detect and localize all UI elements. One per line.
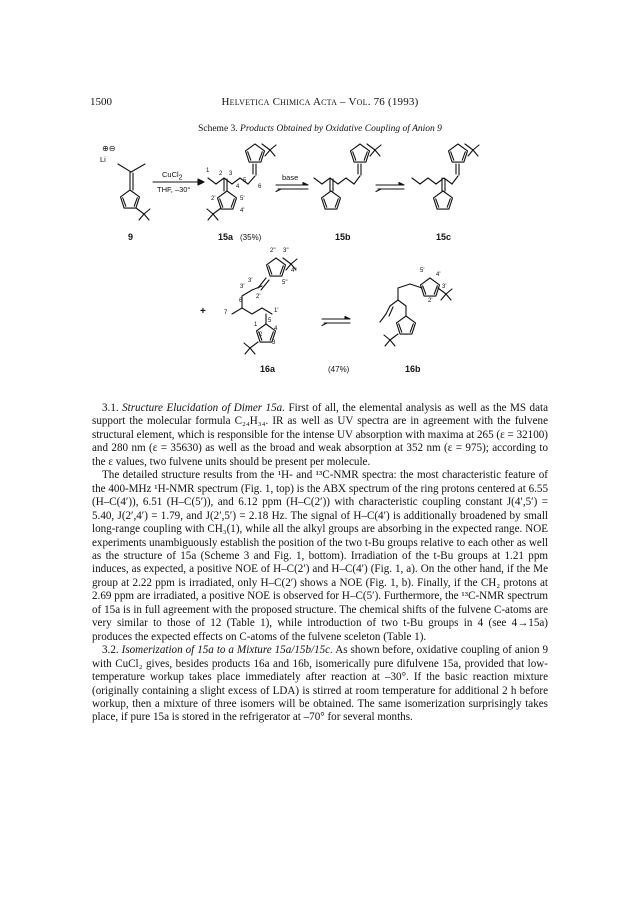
compound-label-16a: 16a [260, 364, 276, 374]
locant: 2' [428, 298, 433, 304]
locant: 3 [229, 171, 233, 177]
locant: 3' [248, 278, 253, 284]
section-title: Isomerization of 15a to a Mixture 15a/15b/15c. [121, 644, 333, 657]
compound-label-15b: 15b [335, 232, 351, 242]
paragraph-text: First of all, the elemental analysis as well as the MS data support the molecular formula C₂₄H₃₄. IR as well as UV spectra are in agreement with the fulvene structural element, which is responsible for the intense UV absorption with maxima at 265 (ε = 32100) and 280 nm (ε = 35630) as well as the broad and weak absorption at 352 nm (ε = 975); according to the ε values, two fulvene units should be present per molecule. [92, 402, 549, 468]
compound-label-9: 9 [128, 232, 134, 242]
locant: 7 [224, 310, 228, 316]
locant: 1 [206, 168, 210, 174]
running-title: Helvetica Chimica Acta – Vol. 76 (1993) [221, 96, 419, 108]
locant: 6 [258, 184, 262, 190]
structure-16a [232, 258, 297, 354]
locant: 4 [236, 184, 240, 190]
locant: 5 [268, 318, 272, 324]
locant: 4' [436, 272, 441, 278]
locant: 2 [259, 332, 263, 338]
paragraph-text: The detailed structure results from the ¹H- and ¹³C-NMR spectra: the most characteristic feature of the 400-MHz ¹H-NMR spectrum (Fig. 1, top) is the ABX spectrum of the ring protons centered at 6.55 (H–C(4′)), 6.51 (H–C(5′)), and 6.12 ppm (H–C(2′)) with characteristic coupling constant J(4′,5′) = 5.40, J(2′,4′) = 1.79, and J(2′,5′) = 2.18 Hz. The signal of H–C(4′) is additionally broadened by small long-range coupling with CH₃(1), while all the alkyl groups are absorbing in the expected range. NOE experiments unambiguously establish the position of the two t-Bu groups relative to each other as well as the structure of 15a (Scheme 3 and Fig. 1, bottom). Irradiation of the t-Bu groups at 1.21 ppm induces, as expected, a positive NOE of H–C(2′) and H–C(4′) (Fig. 1, a). On the other hand, if the Me group at 2.22 ppm is irradiated, only H–C(2′) shows a NOE (Fig. 1, b). Finally, if the CH₂ protons at 2.69 ppm are irradiated, a positive NOE is observed for H–C(5′). Furthermore, the ¹³C-NMR spectrum of 15a is in full agreement with the proposed structure. The chemical shifts of the fulvene C-atoms are very similar to those of 12 (Table 1), while introduction of two t-Bu groups in 4 (see 4→15a) produces the expected effects on C-atoms of the fulvene sceleton (Table 1). [92, 469, 548, 643]
structure-15b [314, 144, 381, 209]
yield-15a: (35%) [240, 233, 262, 242]
compound-label-15a: 15a [218, 232, 234, 242]
reagent-conditions: THF, –30° [157, 185, 191, 194]
locant: 6 [239, 298, 243, 304]
scheme-caption [90, 124, 550, 134]
compound-label-16b: 16b [405, 364, 421, 374]
lithium-label: Li [100, 155, 106, 164]
section-number: 3.1. [102, 402, 123, 414]
section-title: Structure Elucidation of Dimer 15a. [122, 402, 285, 414]
reagent-cucl2 [162, 170, 183, 182]
locant: 2 [219, 171, 223, 177]
locant: 2' [211, 196, 216, 202]
locant: 3'' [283, 248, 289, 254]
paragraph-3-2 [92, 644, 548, 725]
equilibrium-arrows-base [276, 183, 308, 192]
reagent-cucl2-text: CuCl [162, 170, 179, 179]
locant: 5' [420, 268, 425, 274]
locant: 4 [274, 326, 278, 332]
paragraph-text: As shown before, oxidative coupling of anion 9 with CuCl₂ gives, besides products 16a and 16b, isomerically pure difulvene 15a, provided that low-temperature workup takes place immediately after reaction at –30°. If the basic reaction mixture (originally containing a slight excess of LDA) is stirred at room temperature for additional 2 h before workup, then a mixture of three isomers will be obtained. The same isomerization surprisingly takes place, if pure 15a is stored in the refrigerator at –70° for several months. [92, 644, 549, 724]
paragraph-nmr [92, 469, 548, 644]
reaction-scheme [90, 138, 550, 400]
section-number: 3.2. [102, 644, 122, 657]
locant: 3 [272, 340, 276, 346]
locant: 4'' [291, 268, 297, 274]
locant: 5 [243, 178, 247, 184]
reagent-cucl2-subscript: 2 [178, 174, 183, 182]
paragraph-3-1 [92, 402, 548, 469]
locant: 4' [240, 208, 245, 214]
locant: 3' [240, 284, 245, 290]
locant: 5'' [282, 280, 288, 286]
plus-sign: + [200, 306, 206, 317]
structure-15c [412, 144, 479, 209]
locant: 1' [274, 308, 279, 314]
locant: 3' [442, 284, 447, 290]
locant: 2'' [270, 248, 276, 254]
scheme-caption-prefix: Scheme 3. [198, 124, 241, 134]
locant: 1 [254, 322, 258, 328]
structure-9 [118, 164, 150, 220]
scheme-caption-title: Products Obtained by Oxidative Coupling of Anion 9 [240, 124, 442, 134]
page-number: 1500 [90, 96, 112, 108]
equilibrium-arrows-16a-16b [322, 317, 350, 326]
locant: 5' [240, 196, 245, 202]
charge-label: ⊕⊖ [102, 144, 116, 153]
article-body [92, 402, 548, 725]
locant: 2' [256, 294, 261, 300]
running-header [90, 96, 550, 112]
scheme-drawing [90, 138, 550, 400]
base-label: base [282, 173, 299, 182]
yield-16: (47%) [328, 365, 350, 374]
compound-label-15c: 15c [436, 232, 452, 242]
equilibrium-arrows-15b-15c [376, 183, 404, 192]
